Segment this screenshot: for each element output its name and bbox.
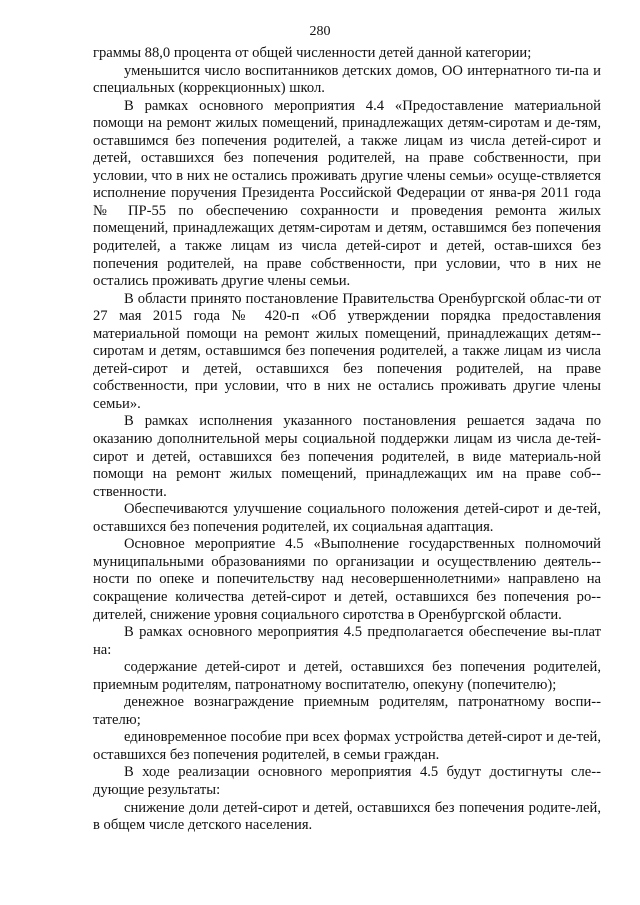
- paragraph-5: В рамках исполнения указанного постановления решается задача по оказанию дополнительной меры социальной поддержки лицам из числа де-тей-сирот и детей, оставшихся без попечения родителей, в виде материаль-ной помощи на ремонт жилых помещений, принадлежащих им на праве соб-ственности.: [93, 413, 601, 500]
- paragraph-9: содержание детей-сирот и детей, оставшихся без попечения родителей, приемным родителям, патронатному воспитателю, опекуну (попечителю);: [93, 659, 601, 693]
- paragraph-13: снижение доли детей-сирот и детей, оставшихся без попечения родите-лей, в общем числе детского населения.: [93, 799, 601, 834]
- paragraph-11: единовременное пособие при всех формах устройства детей-сирот и де-тей, оставшихся без попечения родителей, в семьи граждан.: [93, 729, 601, 763]
- paragraph-6: Обеспечиваются улучшение социального положения детей-сирот и де-тей, оставшихся без попечения родителей, их социальная адаптация.: [93, 501, 601, 535]
- page-number: 280: [309, 24, 331, 39]
- paragraph-10: денежное вознаграждение приемным родителям, патронатному воспи-тателю;: [93, 694, 601, 728]
- document-body: [93, 45, 601, 835]
- paragraph-1: граммы 88,0 процента от общей численности детей данной категории;: [93, 45, 532, 61]
- paragraph-12: В ходе реализации основного мероприятия 4.5 будут достигнуты сле-дующие результаты:: [93, 764, 601, 798]
- paragraph-2: уменьшится число воспитанников детских домов, ОО интернатного ти-па и специальных (коррекционных) школ.: [93, 62, 601, 97]
- paragraph-3: В рамках основного мероприятия 4.4 «Предоставление материальной помощи на ремонт жилых помещений, принадлежащих детям-сиротам и де-тям, оставшимся без попечения родителей, а также лицам из числа детей-сирот и детей, оставшихся без попечения родителей, на праве собственности, при условии, что в них не остались проживать другие члены семьи» осуще-ствляется исполнение поручения Президента Российской Федерации от янва-ря 2011 года № ПР-55 по обеспечению сохранности и проведения ремонта жилых помещений, принадлежащих детям-сиротам и детям, оставшимся без попечения родителей, а также лицам из числа детей-сирот и детей, остав-шихся без попечения родителей, на праве собственности, при условии, что в них не остались проживать другие члены семьи.: [93, 97, 601, 290]
- paragraph-8: В рамках основного мероприятия 4.5 предполагается обеспечение вы-плат на:: [93, 624, 601, 658]
- paragraph-4: В области принято постановление Правительства Оренбургской облас-ти от 27 мая 2015 года № 420-п «Об утверждении порядка предоставления материальной помощи на ремонт жилых помещений, принадлежащих детям-сиротам и детям, оставшимся без попечения родителей, а также лицам из числа детей-сирот и детей, оставшихся без попечения родителей, на праве собственности, при условии, что в них не остались проживать другие члены семьи».: [93, 290, 601, 412]
- paragraph-7: Основное мероприятие 4.5 «Выполнение государственных полномочий муниципальными образованиями по организации и осуществлению деятель-ности по опеке и попечительству над несовершеннолетними» направлено на сокращение количества детей-сирот и детей, оставшихся без попечения ро-дителей, снижение уровня социального сиротства в Оренбургской области.: [93, 536, 601, 623]
